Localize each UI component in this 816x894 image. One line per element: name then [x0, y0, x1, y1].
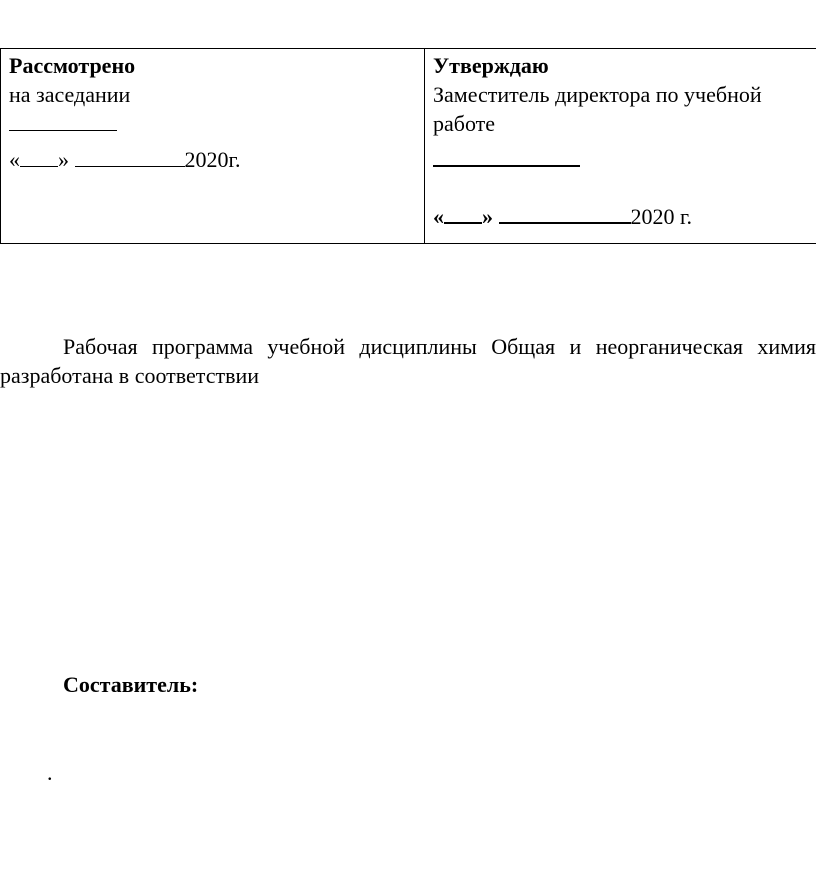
approved-signature-line: [433, 145, 816, 174]
approval-table: [0, 48, 816, 244]
date-open-quote: «: [9, 147, 20, 172]
reviewed-title: Рассмотрено: [9, 53, 136, 78]
reviewed-date-line: [9, 145, 416, 174]
reviewed-cell: [1, 49, 425, 244]
reviewed-subtitle: на заседании: [9, 82, 131, 107]
reviewed-signature-line: [9, 109, 416, 138]
signature-blank: [433, 145, 580, 167]
approved-date-line: [433, 202, 816, 231]
signature-blank: [9, 110, 117, 131]
approved-title: Утверждаю: [433, 53, 549, 78]
program-description: Рабочая программа учебной дисциплины Общая и неорганическая химия разработана в соответствии: [0, 334, 816, 388]
date-close-quote: »: [482, 204, 493, 229]
date-open-quote: «: [433, 204, 444, 229]
day-blank: [20, 146, 58, 167]
approved-year: 2020 г.: [630, 204, 693, 229]
approver-position-line1: Заместитель директора по учебной: [433, 82, 762, 107]
dot-mark: .: [47, 760, 53, 785]
approved-cell: [425, 49, 816, 244]
approver-position-line2: работе: [433, 111, 496, 136]
reviewed-year: 2020г.: [184, 147, 241, 172]
date-close-quote: »: [58, 147, 69, 172]
month-blank: [75, 146, 185, 167]
compiler-label: Составитель:: [63, 672, 199, 697]
month-blank: [499, 202, 631, 224]
day-blank: [444, 202, 482, 224]
